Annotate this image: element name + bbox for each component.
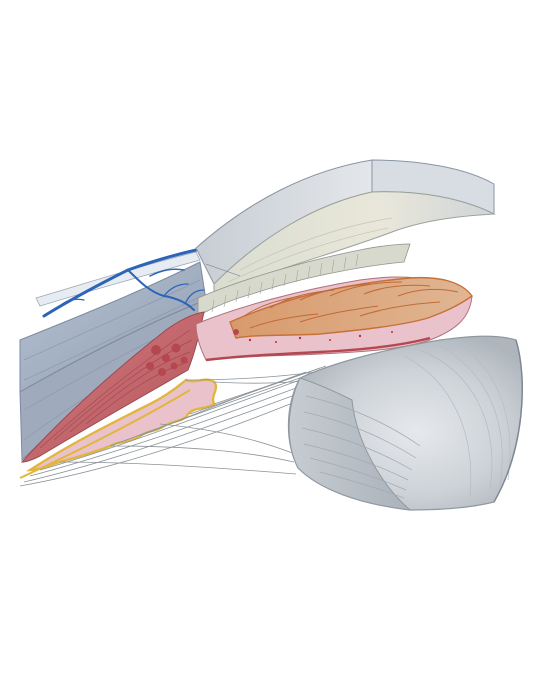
cornea xyxy=(196,160,494,300)
lens xyxy=(288,336,522,510)
